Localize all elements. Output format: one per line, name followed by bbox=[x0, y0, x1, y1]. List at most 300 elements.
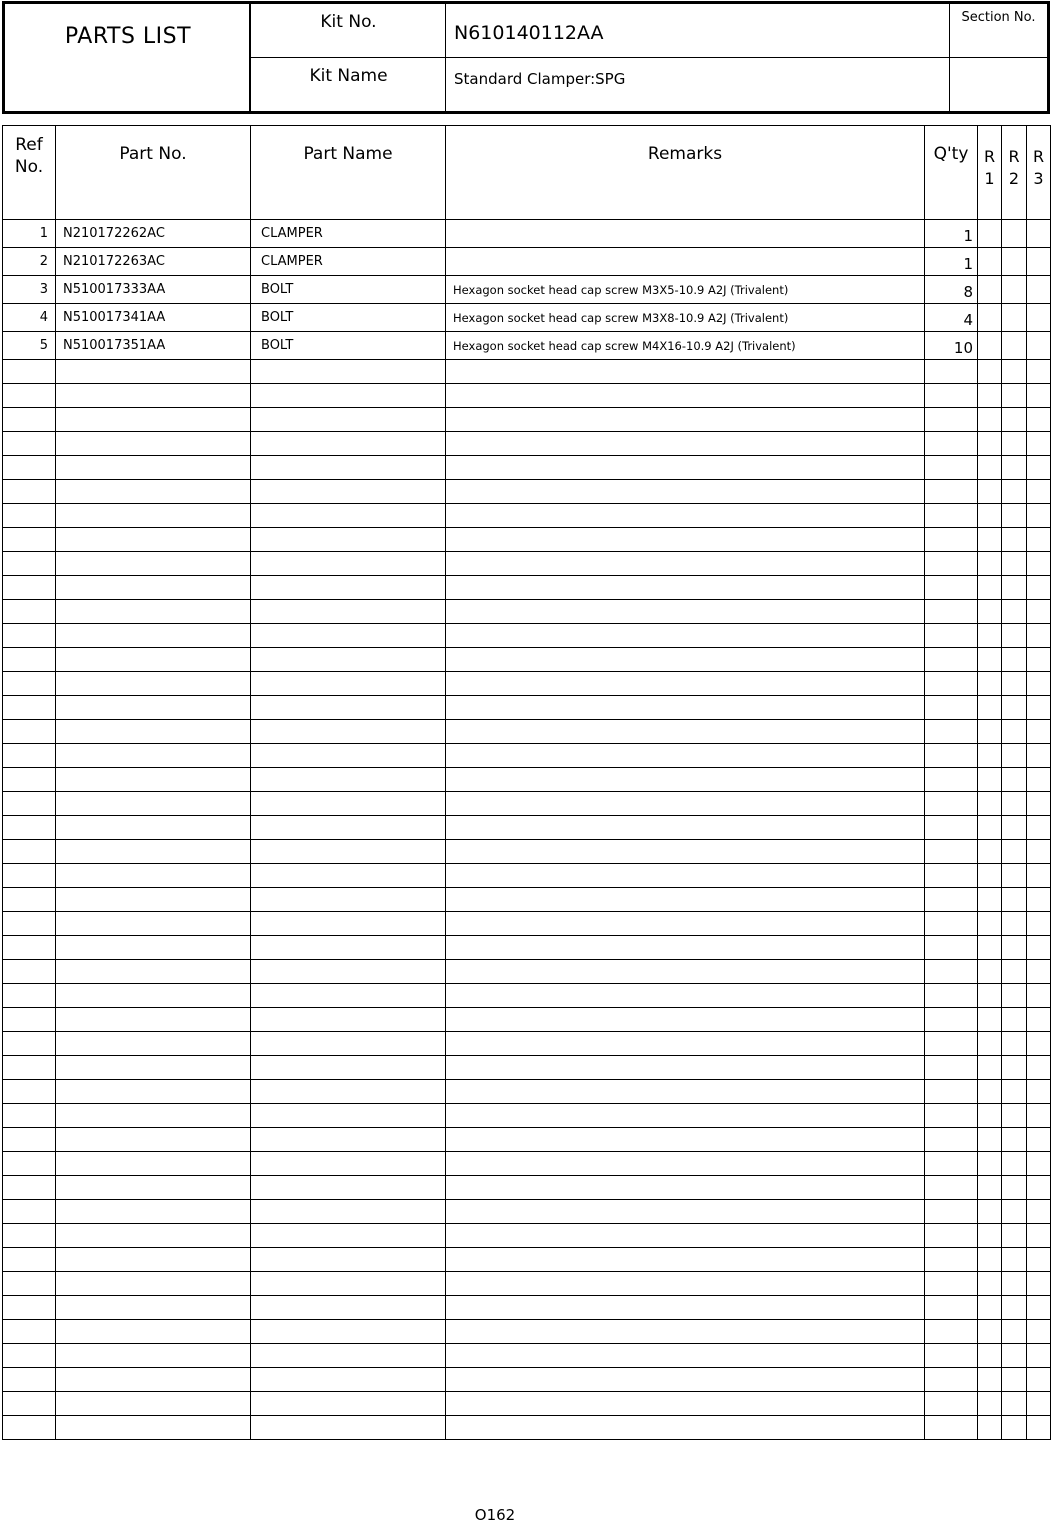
r2-cell bbox=[1002, 1296, 1027, 1320]
part-no-cell bbox=[56, 1296, 251, 1320]
r2-cell bbox=[1002, 792, 1027, 816]
part-no-cell bbox=[56, 528, 251, 552]
empty-table-row bbox=[3, 1152, 1051, 1176]
ref-header-line2: No. bbox=[14, 157, 44, 177]
empty-table-row bbox=[3, 504, 1051, 528]
r2-cell bbox=[1002, 864, 1027, 888]
remarks-cell: Hexagon socket head cap screw M3X5-10.9 A2J (Trivalent) bbox=[446, 276, 925, 304]
r3-cell bbox=[1027, 744, 1051, 768]
part-name-cell bbox=[251, 504, 446, 528]
empty-table-row bbox=[3, 648, 1051, 672]
r3-cell bbox=[1027, 360, 1051, 384]
part-no-cell bbox=[56, 1272, 251, 1296]
ref-no-cell: 4 bbox=[3, 304, 56, 332]
remarks-cell bbox=[446, 1128, 925, 1152]
part-no-cell bbox=[56, 912, 251, 936]
qty-cell bbox=[925, 1032, 978, 1056]
r1-cell bbox=[978, 1104, 1002, 1128]
part-name-cell bbox=[251, 1152, 446, 1176]
part-name-cell bbox=[251, 408, 446, 432]
r2-cell bbox=[1002, 1104, 1027, 1128]
qty-cell bbox=[925, 912, 978, 936]
r2-cell bbox=[1002, 1248, 1027, 1272]
part-name-cell bbox=[251, 456, 446, 480]
r3-cell bbox=[1027, 384, 1051, 408]
empty-table-row bbox=[3, 384, 1051, 408]
parts-list-header bbox=[2, 1, 1050, 114]
part-name-cell bbox=[251, 648, 446, 672]
part-no-cell bbox=[56, 1392, 251, 1416]
part-name-cell: CLAMPER bbox=[251, 220, 446, 248]
empty-table-row bbox=[3, 744, 1051, 768]
r1-cell bbox=[978, 432, 1002, 456]
ref-no-cell bbox=[3, 744, 56, 768]
part-no-cell bbox=[56, 456, 251, 480]
section-no-label: Section No. bbox=[961, 10, 1036, 25]
r3-cell bbox=[1027, 1272, 1051, 1296]
qty-cell bbox=[925, 456, 978, 480]
remarks-cell bbox=[446, 248, 925, 276]
remarks-cell bbox=[446, 1152, 925, 1176]
r2-cell bbox=[1002, 720, 1027, 744]
r1-cell bbox=[978, 408, 1002, 432]
qty-cell bbox=[925, 528, 978, 552]
part-name-cell bbox=[251, 672, 446, 696]
qty-cell bbox=[925, 624, 978, 648]
ref-no-cell bbox=[3, 1032, 56, 1056]
r2-cell bbox=[1002, 648, 1027, 672]
r1-cell bbox=[978, 816, 1002, 840]
table-header-row bbox=[3, 126, 1051, 220]
r1-cell bbox=[978, 624, 1002, 648]
qty-cell bbox=[925, 696, 978, 720]
part-no-cell: N510017333AA bbox=[56, 276, 251, 304]
column-header-ref-no bbox=[3, 126, 56, 220]
part-no-cell bbox=[56, 768, 251, 792]
qty-cell bbox=[925, 864, 978, 888]
r2-cell bbox=[1002, 1176, 1027, 1200]
part-no-cell bbox=[56, 792, 251, 816]
part-no-cell bbox=[56, 1032, 251, 1056]
qty-cell bbox=[925, 1344, 978, 1368]
part-no-cell bbox=[56, 600, 251, 624]
r1-cell bbox=[978, 276, 1002, 304]
remarks-cell bbox=[446, 840, 925, 864]
part-no-cell bbox=[56, 1320, 251, 1344]
ref-no-cell bbox=[3, 720, 56, 744]
r3-cell bbox=[1027, 600, 1051, 624]
part-no-cell bbox=[56, 1248, 251, 1272]
part-name-cell bbox=[251, 984, 446, 1008]
empty-table-row bbox=[3, 840, 1051, 864]
qty-cell bbox=[925, 1392, 978, 1416]
r2-header-line1: R bbox=[1008, 147, 1020, 166]
r1-cell bbox=[978, 1080, 1002, 1104]
column-header-part-no: Part No. bbox=[56, 126, 251, 220]
part-name-cell: BOLT bbox=[251, 332, 446, 360]
empty-table-row bbox=[3, 672, 1051, 696]
r2-cell bbox=[1002, 220, 1027, 248]
ref-no-cell bbox=[3, 504, 56, 528]
part-no-cell bbox=[56, 1056, 251, 1080]
r1-cell bbox=[978, 912, 1002, 936]
r2-cell bbox=[1002, 528, 1027, 552]
empty-table-row bbox=[3, 552, 1051, 576]
r1-cell bbox=[978, 768, 1002, 792]
r1-cell bbox=[978, 648, 1002, 672]
ref-no-cell bbox=[3, 552, 56, 576]
part-name-cell bbox=[251, 1392, 446, 1416]
qty-cell bbox=[925, 576, 978, 600]
r3-cell bbox=[1027, 456, 1051, 480]
remarks-cell: Hexagon socket head cap screw M4X16-10.9 A2J (Trivalent) bbox=[446, 332, 925, 360]
part-name-cell bbox=[251, 744, 446, 768]
part-no-cell bbox=[56, 1200, 251, 1224]
qty-cell bbox=[925, 648, 978, 672]
r3-cell bbox=[1027, 1056, 1051, 1080]
part-no-cell bbox=[56, 1344, 251, 1368]
remarks-cell bbox=[446, 552, 925, 576]
r2-cell bbox=[1002, 1032, 1027, 1056]
part-name-cell bbox=[251, 1272, 446, 1296]
document-title: PARTS LIST bbox=[64, 24, 192, 49]
r2-cell bbox=[1002, 1320, 1027, 1344]
remarks-cell bbox=[446, 1248, 925, 1272]
part-no-cell: N210172262AC bbox=[56, 220, 251, 248]
empty-table-row bbox=[3, 1392, 1051, 1416]
r3-cell bbox=[1027, 648, 1051, 672]
r2-cell bbox=[1002, 1344, 1027, 1368]
empty-table-row bbox=[3, 1344, 1051, 1368]
table-row bbox=[3, 332, 1051, 360]
empty-table-row bbox=[3, 1320, 1051, 1344]
r3-cell bbox=[1027, 1296, 1051, 1320]
part-no-cell bbox=[56, 504, 251, 528]
empty-table-row bbox=[3, 768, 1051, 792]
r2-cell bbox=[1002, 600, 1027, 624]
part-name-cell bbox=[251, 552, 446, 576]
r3-cell bbox=[1027, 1416, 1051, 1440]
r3-cell bbox=[1027, 816, 1051, 840]
qty-cell bbox=[925, 504, 978, 528]
empty-table-row bbox=[3, 408, 1051, 432]
empty-table-row bbox=[3, 1296, 1051, 1320]
r1-cell bbox=[978, 552, 1002, 576]
r1-cell bbox=[978, 600, 1002, 624]
r2-cell bbox=[1002, 1056, 1027, 1080]
r1-cell bbox=[978, 1344, 1002, 1368]
part-name-cell bbox=[251, 1344, 446, 1368]
r2-cell bbox=[1002, 816, 1027, 840]
qty-cell bbox=[925, 600, 978, 624]
remarks-cell bbox=[446, 360, 925, 384]
part-no-cell bbox=[56, 984, 251, 1008]
r2-cell bbox=[1002, 332, 1027, 360]
part-name-cell bbox=[251, 792, 446, 816]
part-no-cell: N510017351AA bbox=[56, 332, 251, 360]
r3-cell bbox=[1027, 1128, 1051, 1152]
ref-no-cell bbox=[3, 672, 56, 696]
qty-cell bbox=[925, 1104, 978, 1128]
empty-table-row bbox=[3, 936, 1051, 960]
r1-cell bbox=[978, 672, 1002, 696]
r3-cell bbox=[1027, 1104, 1051, 1128]
qty-cell bbox=[925, 552, 978, 576]
r2-cell bbox=[1002, 888, 1027, 912]
part-no-cell bbox=[56, 1008, 251, 1032]
r1-cell bbox=[978, 936, 1002, 960]
part-no-cell bbox=[56, 1080, 251, 1104]
column-header-qty: Q'ty bbox=[925, 126, 978, 220]
qty-cell bbox=[925, 960, 978, 984]
r2-cell bbox=[1002, 248, 1027, 276]
r3-cell bbox=[1027, 1368, 1051, 1392]
r2-cell bbox=[1002, 840, 1027, 864]
r2-cell bbox=[1002, 960, 1027, 984]
remarks-cell bbox=[446, 984, 925, 1008]
r1-header-line1: R bbox=[983, 147, 996, 166]
r1-cell bbox=[978, 1368, 1002, 1392]
empty-table-row bbox=[3, 1416, 1051, 1440]
r3-cell bbox=[1027, 888, 1051, 912]
empty-table-row bbox=[3, 528, 1051, 552]
empty-table-row bbox=[3, 816, 1051, 840]
part-no-cell bbox=[56, 1224, 251, 1248]
ref-no-cell bbox=[3, 432, 56, 456]
part-no-cell bbox=[56, 888, 251, 912]
qty-cell bbox=[925, 720, 978, 744]
r3-cell bbox=[1027, 1320, 1051, 1344]
remarks-cell bbox=[446, 456, 925, 480]
qty-cell: 10 bbox=[925, 332, 978, 360]
r2-cell bbox=[1002, 936, 1027, 960]
qty-cell bbox=[925, 384, 978, 408]
r3-cell bbox=[1027, 528, 1051, 552]
part-name-cell bbox=[251, 1368, 446, 1392]
part-name-cell bbox=[251, 480, 446, 504]
qty-cell bbox=[925, 480, 978, 504]
r1-cell bbox=[978, 384, 1002, 408]
remarks-cell bbox=[446, 864, 925, 888]
remarks-cell bbox=[446, 1008, 925, 1032]
r2-cell bbox=[1002, 624, 1027, 648]
remarks-cell bbox=[446, 408, 925, 432]
remarks-cell bbox=[446, 1104, 925, 1128]
qty-cell bbox=[925, 1080, 978, 1104]
empty-table-row bbox=[3, 1008, 1051, 1032]
qty-cell bbox=[925, 408, 978, 432]
r2-cell bbox=[1002, 480, 1027, 504]
part-name-cell bbox=[251, 1032, 446, 1056]
r3-cell bbox=[1027, 1152, 1051, 1176]
r2-cell bbox=[1002, 408, 1027, 432]
remarks-cell bbox=[446, 960, 925, 984]
part-name-cell bbox=[251, 720, 446, 744]
empty-table-row bbox=[3, 864, 1051, 888]
remarks-cell bbox=[446, 1200, 925, 1224]
r3-header-line2: 3 bbox=[1033, 169, 1044, 188]
part-no-cell bbox=[56, 744, 251, 768]
ref-no-cell bbox=[3, 1248, 56, 1272]
r1-cell bbox=[978, 984, 1002, 1008]
r2-cell bbox=[1002, 1392, 1027, 1416]
r1-cell bbox=[978, 840, 1002, 864]
r2-cell bbox=[1002, 576, 1027, 600]
qty-cell bbox=[925, 1296, 978, 1320]
ref-no-cell bbox=[3, 1296, 56, 1320]
empty-table-row bbox=[3, 480, 1051, 504]
part-name-cell bbox=[251, 576, 446, 600]
empty-table-row bbox=[3, 912, 1051, 936]
remarks-cell bbox=[446, 624, 925, 648]
qty-cell bbox=[925, 1272, 978, 1296]
part-name-cell bbox=[251, 624, 446, 648]
part-name-cell: CLAMPER bbox=[251, 248, 446, 276]
remarks-cell bbox=[446, 696, 925, 720]
ref-no-cell bbox=[3, 528, 56, 552]
ref-no-cell bbox=[3, 480, 56, 504]
r1-cell bbox=[978, 1416, 1002, 1440]
ref-no-cell bbox=[3, 816, 56, 840]
remarks-cell bbox=[446, 1056, 925, 1080]
r3-cell bbox=[1027, 624, 1051, 648]
ref-no-cell bbox=[3, 960, 56, 984]
ref-header-line1: Ref bbox=[15, 135, 43, 155]
remarks-cell bbox=[446, 720, 925, 744]
ref-no-cell bbox=[3, 1224, 56, 1248]
part-no-cell bbox=[56, 960, 251, 984]
qty-cell bbox=[925, 1008, 978, 1032]
remarks-cell bbox=[446, 1272, 925, 1296]
remarks-cell bbox=[446, 1176, 925, 1200]
r3-cell bbox=[1027, 304, 1051, 332]
part-no-cell: N210172263AC bbox=[56, 248, 251, 276]
remarks-cell bbox=[446, 384, 925, 408]
empty-table-row bbox=[3, 792, 1051, 816]
empty-table-row bbox=[3, 1128, 1051, 1152]
r3-cell bbox=[1027, 248, 1051, 276]
empty-table-row bbox=[3, 984, 1051, 1008]
part-name-cell bbox=[251, 432, 446, 456]
part-no-cell bbox=[56, 1152, 251, 1176]
r3-cell bbox=[1027, 720, 1051, 744]
remarks-cell bbox=[446, 432, 925, 456]
part-name-cell bbox=[251, 528, 446, 552]
r1-cell bbox=[978, 480, 1002, 504]
r3-cell bbox=[1027, 1344, 1051, 1368]
part-no-cell bbox=[56, 384, 251, 408]
empty-table-row bbox=[3, 1272, 1051, 1296]
ref-no-cell bbox=[3, 624, 56, 648]
ref-no-cell bbox=[3, 456, 56, 480]
empty-table-row bbox=[3, 888, 1051, 912]
r2-cell bbox=[1002, 1200, 1027, 1224]
r1-cell bbox=[978, 332, 1002, 360]
r3-cell bbox=[1027, 792, 1051, 816]
r1-cell bbox=[978, 576, 1002, 600]
qty-cell bbox=[925, 1368, 978, 1392]
r3-cell bbox=[1027, 1392, 1051, 1416]
r1-cell bbox=[978, 456, 1002, 480]
r3-cell bbox=[1027, 276, 1051, 304]
ref-no-cell bbox=[3, 648, 56, 672]
empty-table-row bbox=[3, 576, 1051, 600]
r1-cell bbox=[978, 720, 1002, 744]
remarks-cell bbox=[446, 1416, 925, 1440]
kit-name-label: Kit Name bbox=[309, 66, 388, 86]
ref-no-cell bbox=[3, 1320, 56, 1344]
empty-table-row bbox=[3, 1368, 1051, 1392]
r1-cell bbox=[978, 744, 1002, 768]
ref-no-cell bbox=[3, 840, 56, 864]
part-no-cell bbox=[56, 408, 251, 432]
r1-cell bbox=[978, 960, 1002, 984]
qty-cell bbox=[925, 792, 978, 816]
qty-cell bbox=[925, 1320, 978, 1344]
r3-cell bbox=[1027, 768, 1051, 792]
ref-no-cell: 2 bbox=[3, 248, 56, 276]
part-no-cell bbox=[56, 1416, 251, 1440]
r1-cell bbox=[978, 1032, 1002, 1056]
remarks-cell bbox=[446, 1296, 925, 1320]
r2-cell bbox=[1002, 768, 1027, 792]
part-name-cell bbox=[251, 1200, 446, 1224]
r1-cell bbox=[978, 792, 1002, 816]
parts-table-body bbox=[3, 220, 1051, 1440]
qty-cell bbox=[925, 1176, 978, 1200]
part-name-cell bbox=[251, 816, 446, 840]
ref-no-cell bbox=[3, 936, 56, 960]
r3-cell bbox=[1027, 220, 1051, 248]
qty-cell: 1 bbox=[925, 248, 978, 276]
part-name-cell bbox=[251, 960, 446, 984]
ref-no-cell bbox=[3, 768, 56, 792]
r1-cell bbox=[978, 1200, 1002, 1224]
empty-table-row bbox=[3, 360, 1051, 384]
qty-cell bbox=[925, 672, 978, 696]
remarks-cell bbox=[446, 912, 925, 936]
parts-table bbox=[2, 125, 1051, 1440]
qty-cell bbox=[925, 840, 978, 864]
remarks-cell bbox=[446, 1368, 925, 1392]
part-name-cell bbox=[251, 1248, 446, 1272]
part-name-cell bbox=[251, 864, 446, 888]
qty-cell bbox=[925, 1152, 978, 1176]
r3-cell bbox=[1027, 1224, 1051, 1248]
remarks-cell bbox=[446, 1224, 925, 1248]
ref-no-cell bbox=[3, 1368, 56, 1392]
r1-cell bbox=[978, 220, 1002, 248]
r3-cell bbox=[1027, 984, 1051, 1008]
remarks-cell bbox=[446, 576, 925, 600]
part-name-cell bbox=[251, 1320, 446, 1344]
empty-table-row bbox=[3, 1176, 1051, 1200]
part-name-cell: BOLT bbox=[251, 304, 446, 332]
ref-no-cell bbox=[3, 792, 56, 816]
remarks-cell bbox=[446, 504, 925, 528]
column-header-part-name: Part Name bbox=[251, 126, 446, 220]
ref-no-cell bbox=[3, 408, 56, 432]
remarks-cell bbox=[446, 792, 925, 816]
remarks-cell bbox=[446, 648, 925, 672]
kit-no-value: N610140112AA bbox=[454, 22, 604, 44]
r1-cell bbox=[978, 1392, 1002, 1416]
part-name-cell bbox=[251, 1056, 446, 1080]
part-name-cell bbox=[251, 768, 446, 792]
r2-cell bbox=[1002, 744, 1027, 768]
part-name-cell bbox=[251, 1080, 446, 1104]
r2-cell bbox=[1002, 432, 1027, 456]
